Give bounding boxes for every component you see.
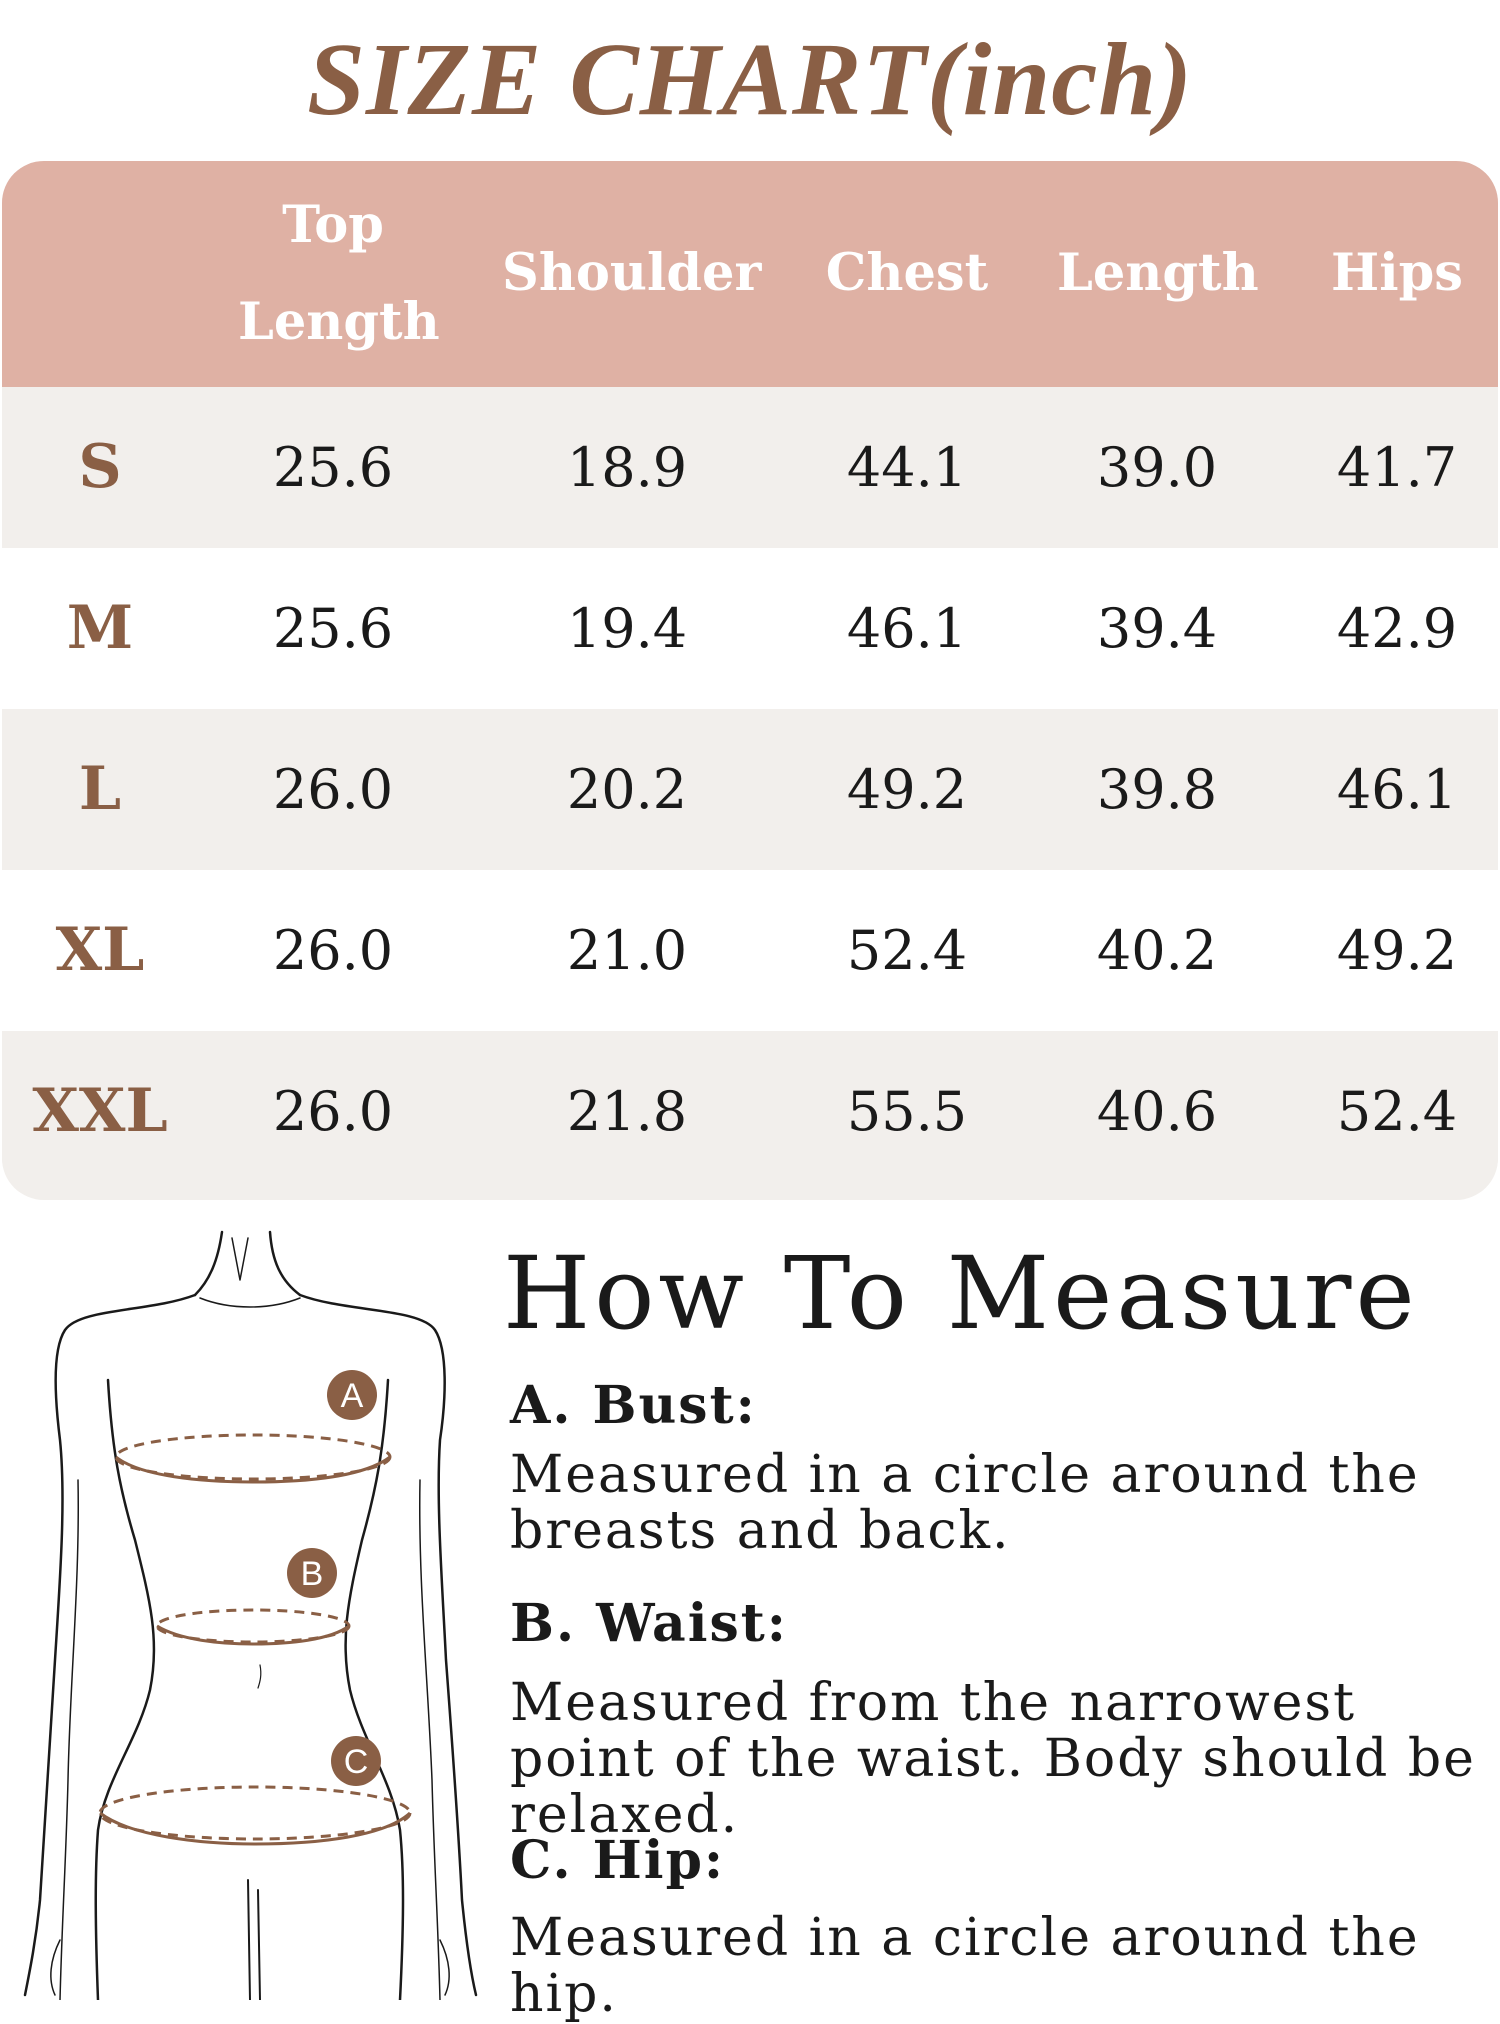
cell-shoulder: 21.8: [566, 1080, 688, 1143]
table-row-s: [2, 387, 1498, 548]
cell-length: 39.8: [1096, 758, 1218, 821]
size-label: XXL: [32, 1076, 168, 1146]
waist-description: Measured from the narrowest point of the waist. Body should be relaxed.: [510, 1673, 1476, 1845]
header-top-length-line1: Top: [282, 195, 384, 255]
cell-top-length: 25.6: [272, 436, 394, 499]
cell-chest: 55.5: [846, 1080, 968, 1143]
size-label: XL: [55, 915, 145, 985]
cell-hips: 42.9: [1336, 597, 1458, 660]
table-row-l: [2, 709, 1498, 870]
table-row-m: [2, 548, 1498, 709]
size-label: M: [66, 593, 134, 663]
bust-heading: A. Bust:: [510, 1375, 757, 1436]
header-shoulder: Shoulder: [502, 243, 762, 303]
hip-heading: C. Hip:: [510, 1830, 726, 1891]
how-to-measure-heading: How To Measure: [503, 1235, 1419, 1352]
cell-chest: 49.2: [846, 758, 968, 821]
hip-description: Measured in a circle around the hip.: [510, 1908, 1420, 2024]
cell-length: 39.0: [1096, 436, 1218, 499]
cell-shoulder: 21.0: [566, 919, 688, 982]
svg-text:A: A: [340, 1377, 364, 1415]
cell-length: 40.2: [1096, 919, 1218, 982]
size-label: L: [78, 754, 122, 824]
marker-c: [331, 1736, 381, 1786]
marker-a: [327, 1370, 377, 1420]
cell-hips: 49.2: [1336, 919, 1458, 982]
header-top-length: [238, 177, 440, 371]
header-length: Length: [1057, 243, 1259, 303]
size-label: S: [78, 432, 122, 502]
table-row-xxl: [2, 1031, 1498, 1192]
cell-top-length: 26.0: [272, 758, 394, 821]
cell-hips: 41.7: [1336, 436, 1458, 499]
waist-heading: B. Waist:: [510, 1593, 788, 1654]
cell-hips: 52.4: [1336, 1080, 1458, 1143]
size-table: [2, 161, 1498, 1200]
cell-chest: 52.4: [846, 919, 968, 982]
cell-length: 39.4: [1096, 597, 1218, 660]
cell-shoulder: 18.9: [566, 436, 688, 499]
cell-top-length: 26.0: [272, 919, 394, 982]
size-chart-title: SIZE CHART(inch): [307, 22, 1193, 137]
header-top-length-line2: Length: [238, 292, 440, 352]
table-header: [2, 161, 1498, 387]
bust-description: Measured in a circle around the breasts and back.: [510, 1445, 1420, 1561]
cell-hips: 46.1: [1336, 758, 1458, 821]
cell-shoulder: 20.2: [566, 758, 688, 821]
cell-top-length: 26.0: [272, 1080, 394, 1143]
cell-chest: 44.1: [846, 436, 968, 499]
cell-length: 40.6: [1096, 1080, 1218, 1143]
table-row-xl: [2, 870, 1498, 1031]
body-figure-illustration: [0, 1220, 500, 2000]
marker-b: [287, 1548, 337, 1598]
cell-shoulder: 19.4: [566, 597, 688, 660]
header-chest: Chest: [825, 243, 989, 303]
svg-text:B: B: [300, 1555, 324, 1593]
cell-chest: 46.1: [846, 597, 968, 660]
header-hips: Hips: [1331, 243, 1463, 303]
cell-top-length: 25.6: [272, 597, 394, 660]
svg-text:C: C: [343, 1743, 369, 1781]
